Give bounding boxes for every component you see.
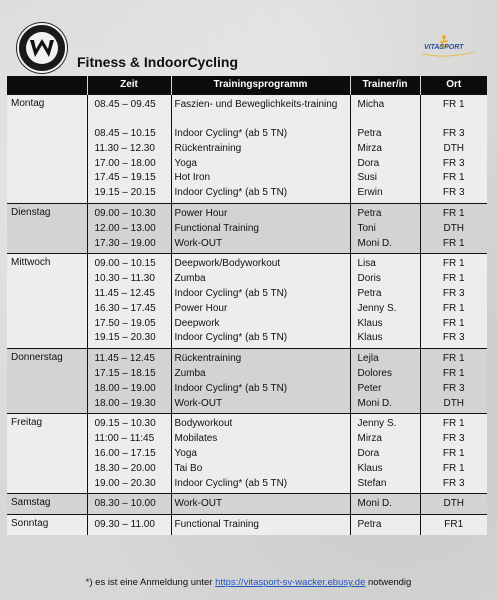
schedule-header-row [7,76,487,94]
time-cell: 09.15 – 10.30 [94,418,156,430]
footnote-suffix: notwendig [365,577,412,588]
location-cell: FR 1 [442,418,465,430]
location-cell: FR 3 [442,332,465,344]
program-cell: Indoor Cycling* (ab 5 TN) [174,187,288,199]
time-cell: 18.30 – 20.00 [94,462,156,474]
trainer-cell: Toni [357,222,376,234]
zeit-column-cell [87,414,171,494]
time-cell: 08.30 – 10.00 [94,498,156,510]
day-row [7,254,487,349]
location-cell: FR 3 [442,288,465,300]
time-cell: 09.00 – 10.15 [94,258,156,270]
time-cell: 18.00 – 19.30 [94,397,156,409]
time-cell: 17.45 – 19.15 [94,172,156,184]
trainer-cell: Klaus [357,317,383,329]
location-cell: FR 1 [442,448,465,460]
trainer-column-cell [350,349,420,414]
time-cell: 11:00 – 11:45 [94,433,155,445]
time-cell: 18.00 – 19.00 [94,382,156,394]
day-label: Samstag [7,494,87,515]
vitasport-wordmark: VITASPORT [424,44,464,51]
column-header-zeit: Zeit [87,76,171,94]
programm-column-cell [171,494,350,515]
time-cell: 19.00 – 20.30 [94,477,156,489]
footnote [0,577,497,588]
trainer-column-cell [350,494,420,515]
zeit-column-cell [87,254,171,349]
programm-column-cell [171,515,350,535]
day-row [7,494,487,515]
time-cell: 09.00 – 10.30 [94,208,156,220]
time-cell: 08.45 – 10.15 [94,128,156,140]
trainer-cell: Micha [357,98,385,110]
column-header-ort: Ort [420,76,487,94]
trainer-column-cell [350,94,420,204]
location-cell: FR 1 [442,462,465,474]
trainer-column-cell [350,204,420,254]
location-cell: FR 3 [442,128,465,140]
time-cell: 16.00 – 17.15 [94,448,156,460]
program-cell: Yoga [174,448,197,460]
trainer-cell: Stefan [357,477,387,489]
day-label: Montag [7,94,87,204]
trainer-cell: Mirza [357,433,382,445]
ort-column-cell [420,349,487,414]
ort-column-cell [420,204,487,254]
day-row [7,515,487,535]
programm-column-cell [171,414,350,494]
trainer-cell: Jenny S. [357,418,397,430]
location-cell: FR 1 [442,353,465,365]
program-cell: Work-OUT [174,397,223,409]
zeit-column-cell [87,515,171,535]
program-cell: Zumba [174,368,206,380]
day-label: Freitag [7,414,87,494]
trainer-cell: Mirza [357,142,382,154]
program-cell: Indoor Cycling* (ab 5 TN) [174,382,288,394]
column-header-programm: Trainingsprogramm [171,76,350,94]
trainer-cell: Petra [357,288,382,300]
location-cell: FR 1 [442,208,465,220]
location-cell: FR 1 [442,302,465,314]
day-row [7,94,487,204]
trainer-cell: Moni D. [357,397,392,409]
trainer-cell: Klaus [357,462,383,474]
time-cell: 10.30 – 11.30 [94,273,155,285]
location-cell: FR 3 [442,382,465,394]
trainer-column-cell [350,515,420,535]
program-cell: Functional Training [174,222,259,234]
footnote-prefix: *) es ist eine Anmeldung unter [85,577,216,588]
page-title: Fitness & IndoorCycling [77,54,239,70]
time-cell: 12.00 – 13.00 [94,222,156,234]
location-cell: FR 1 [442,317,465,329]
trainer-cell: Jenny S. [357,302,397,314]
program-cell: Deepwork/Bodyworkout [174,258,281,270]
program-cell: Indoor Cycling* (ab 5 TN) [174,288,288,300]
trainer-cell: Klaus [357,332,383,344]
location-cell: DTH [443,397,465,409]
program-cell: Hot Iron [174,172,211,184]
trainer-cell: Petra [357,128,382,140]
location-cell: DTH [443,142,465,154]
program-cell: Yoga [174,157,197,169]
trainer-cell: Lisa [357,258,376,270]
program-cell: Faszien- und Beweglichkeits-training [174,98,338,110]
time-cell: 17.30 – 19.00 [94,237,156,249]
time-cell: 16.30 – 17.45 [94,302,156,314]
program-cell: Functional Training [174,519,259,531]
location-cell: FR 1 [442,368,465,380]
program-cell: Work-OUT [174,237,223,249]
trainer-column-cell [350,414,420,494]
time-cell: 17.15 – 18.15 [94,368,156,380]
registration-link[interactable]: https://vitasport-sv-wacker.ebusy.de [215,577,366,588]
day-row [7,414,487,494]
time-cell: 19.15 – 20.30 [94,332,156,344]
program-cell: Deepwork [174,317,220,329]
club-logo [17,23,67,73]
location-cell: FR 1 [442,98,465,110]
program-cell: Work-OUT [174,498,223,510]
ort-column-cell [420,254,487,349]
program-cell: Zumba [174,273,206,285]
program-cell: Power Hour [174,302,228,314]
location-cell: FR 1 [442,237,465,249]
location-cell: FR1 [444,519,464,531]
trainer-cell: Lejla [357,353,379,365]
ort-column-cell [420,414,487,494]
time-cell: 11.30 – 12.30 [94,142,155,154]
location-cell: FR 3 [442,187,465,199]
trainer-cell: Petra [357,208,382,220]
trainer-cell: Dora [357,157,380,169]
zeit-column-cell [87,94,171,204]
vitasport-logo [418,33,478,63]
programm-column-cell [171,349,350,414]
trainer-cell: Moni D. [357,498,392,510]
day-row [7,204,487,254]
schedule-table [7,76,487,535]
trainer-cell: Petra [357,519,382,531]
time-cell: 17.00 – 18.00 [94,157,156,169]
program-cell: Indoor Cycling* (ab 5 TN) [174,477,288,489]
ort-column-cell [420,494,487,515]
trainer-cell: Dolores [357,368,392,380]
program-cell: Rückentraining [174,142,242,154]
trainer-cell: Dora [357,448,380,460]
time-cell: 08.45 – 09.45 [94,98,156,110]
trainer-cell: Doris [357,273,381,285]
zeit-column-cell [87,349,171,414]
time-cell: 17.50 – 19.05 [94,317,156,329]
location-cell: FR 1 [442,172,465,184]
program-cell: Rückentraining [174,353,242,365]
location-cell: FR 3 [442,477,465,489]
location-cell: FR 3 [442,433,465,445]
time-cell: 11.45 – 12.45 [94,288,155,300]
day-label: Dienstag [7,204,87,254]
location-cell: DTH [443,222,465,234]
location-cell: FR 1 [442,273,465,285]
trainer-cell: Erwin [357,187,383,199]
page-header [0,0,497,72]
zeit-column-cell [87,494,171,515]
day-label: Mittwoch [7,254,87,349]
club-logo-w-icon [19,25,65,71]
ort-column-cell [420,515,487,535]
ort-column-cell [420,94,487,204]
trainer-cell: Susi [357,172,377,184]
program-cell: Indoor Cycling* (ab 5 TN) [174,332,288,344]
day-label: Donnerstag [7,349,87,414]
programm-column-cell [171,254,350,349]
trainer-column-cell [350,254,420,349]
trainer-cell: Peter [357,382,382,394]
column-header-trainer: Trainer/in [350,76,420,94]
program-cell: Tai Bo [174,462,203,474]
programm-column-cell [171,204,350,254]
time-cell: 09.30 – 11.00 [94,519,155,531]
programm-column-cell [171,94,350,204]
program-cell: Mobilates [174,433,218,445]
location-cell: FR 1 [442,258,465,270]
program-cell: Bodyworkout [174,418,233,430]
program-cell: Indoor Cycling* (ab 5 TN) [174,128,288,140]
trainer-cell: Moni D. [357,237,392,249]
program-cell: Power Hour [174,208,228,220]
day-row [7,349,487,414]
column-header-day [7,76,87,94]
day-label: Sonntag [7,515,87,535]
time-cell: 19.15 – 20.15 [94,187,156,199]
zeit-column-cell [87,204,171,254]
location-cell: DTH [443,498,465,510]
location-cell: FR 3 [442,157,465,169]
time-cell: 11.45 – 12.45 [94,353,155,365]
